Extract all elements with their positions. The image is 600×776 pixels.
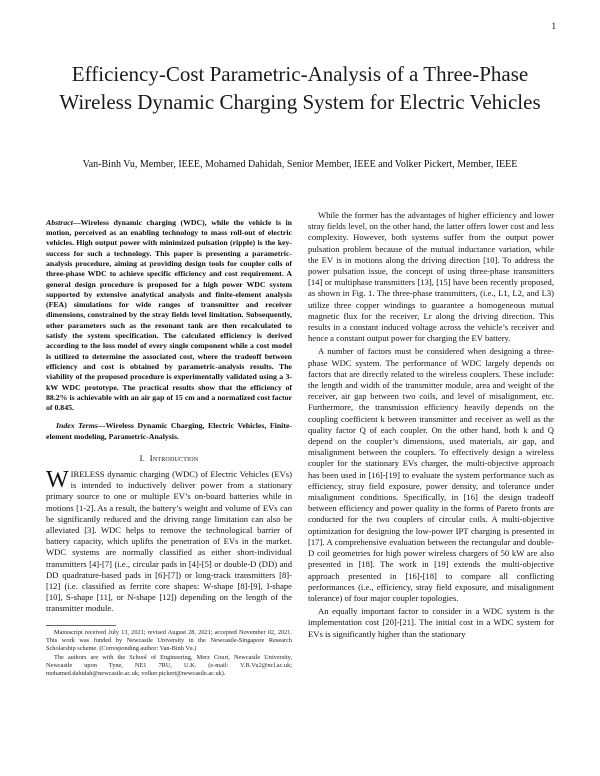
author-list: Van-Binh Vu, Member, IEEE, Mohamed Dahidah, Senior Member, IEEE and Volker Pickert, Member, IEEE: [82, 159, 518, 170]
section-heading-introduction: [46, 453, 292, 463]
body-paragraph: A number of factors must be considered when designing a three-phase WDC system. The performance of WDC largely depends on factors that are directly related to the wireless couplers. These include: the length and width of the transmitter module, area and weight of the receiver, air gap between two coils, and level of misalignment, etc. Furthermore, the transmission efficiency heavily depends on the coupling coefficient k between transmitter and receiver as well as the quality factor Q of each coupler. On the other hand, both k and Q depend on the coupler’s dimensions, used materials, air gap, and misalignment between the couplers. To effectively design a wireless coupler for the stationary EVs charger, the multi-objective approach has been used in [16]-[19] to evaluate the system performance such as efficiency, stray field exposure, power density, and tolerance under misalignment conditions. Specifically, in [16] the design tradeoff between efficiency and power quality in the forms of Pareto fronts are conducted for the two couplers of circular coils. A multi-objective optimization for designing the low-power IPT charging is presented in [17]. A comprehensive evaluation between the rectangular and double-D coil geometries for high power wireless chargers of 50 kW are also presented in [18]. The work in [19] extends the multi-objective approach presented in [16]-[18] to compare all conflicting performances (i.e., efficiency, stray field exposure, and misalignment tolerance) of four major coupler topologies.: [308, 346, 554, 603]
footnote-manuscript: Manuscript received July 13, 2021; revised August 28, 2021; accepted November 02, 2021. This work was funded by Newcastle University in the Newcastle-Singapore Research Scholarship scheme. (Corresponding author: Van-Binh Vu.): [46, 628, 292, 652]
abstract: [46, 218, 292, 414]
footnote-divider: [46, 625, 116, 626]
right-column: [308, 210, 554, 642]
body-paragraph: An equally important factor to consider in a WDC system is the implementation cost [20]-[21]. The initial cost in a WDC system for EVs is significantly higher than the stationary: [308, 606, 554, 639]
abstract-text: Wireless dynamic charging (WDC), while the vehicle is in motion, perceived as an enabling technology to mass roll-out of electric vehicles. High output power with minimized pulsation (ripple) is the key-success for such a technology. This paper is presenting a parametric-analysis procedure, aiming at providing design tools for coupler coils of three-phase WDC to achieve specific efficiency and cost requirement. A general design procedure is proposed for a high power WDC system supported by extensive analytical analysis and finite-element analysis (FEA) simulations for wide ranges of transmitter and receiver dimensions, constrained by the stray fields level limitation. Subsequently, other parameters such as the resonant tank are then recalculated to satisfy the system specification. The calculated efficiency is derived according to the loss model of every single component while a cost model is utilized to determine the associated cost, where the tradeoff between efficiency and cost is obtained by parametric-analysis results. The viability of the proposed procedure is experimentally validated using a 3-kW WDC prototype. The practical results show that the efficiency of 88.2% is achievable with an air gap of 15 cm and a normalized cost factor of 0.845.: [46, 217, 292, 413]
abstract-label: Abstract—: [46, 217, 81, 227]
body-paragraph: While the former has the advantages of higher efficiency and lower stray fields level, on the other hand, the latter offers lower cost and less complexity. However, both systems suffer from the output power pulsation problem because of the mutual inductance variation, while the EV is in motions along the driving direction [10]. To address the power pulsation issue, the concept of using three-phase transmitters [14] or multiphase transmitters [13], [15] have been recently proposed, as shown in Fig. 1. The three-phase transmitters, (i.e., L1, L2, and L3) utilize three copper windings to guarantee a homogeneous mutual magnetic flux for the receiver, Lr along the driving direction. This results in a constant induced voltage across the vehicle’s receiver and hence a constant output power for charging the EV battery.: [308, 210, 554, 344]
section-title: Introduction: [149, 453, 199, 464]
section-numeral: I.: [139, 453, 146, 464]
index-terms-label: Index Terms—: [56, 421, 106, 431]
footnote-affiliation: The authors are with the School of Engineering, Merz Court, Newcastle University, Newcastle upon Tyne, NE1 7RU, U.K. (e-mail: V.B.Vu2@ncl.ac.uk; mohamed.dahidah@newcastle.ac.uk; volker.pickert@newcastle.ac.uk).: [46, 653, 292, 678]
index-terms: [46, 421, 292, 442]
page-number: 1: [551, 21, 556, 31]
index-terms-text: Wireless Dynamic Charging, Electric Vehicles, Finite-element modeling, Parametric-Analysis.: [46, 421, 293, 441]
paper-title: Efficiency-Cost Parametric-Analysis of a Three-Phase Wireless Dynamic Charging System for Electric Vehicles: [59, 62, 541, 114]
intro-paragraph: WIRELESS dynamic charging (WDC) of Electric Vehicles (EVs) is intended to inductively deliver power from a stationary primary source to one or multiple EV’s on-board batteries while in motions [1-2]. As a result, the battery’s weight and volume of EVs can be significantly reduced and the driving range limitation can also be alleviated [3]. WDC helps to remove the technological barrier of battery capacity, which uplifts the penetration of EVs in the market. WDC systems are normally classified as either short-individual transmitters [4]-[7] (i.e., circular pads in [4]-[5] or double-D (DD) and DD quadrature-based pads in [6]-[7]) or long-track transmitters [8]-[12] (i.e. classified as ferrite core shapes: W-shape [8]-[9], I-shape [10], S-shape [11], or N-shape [12]) depending on the length of the transmitter module.: [46, 467, 292, 614]
left-column: [46, 210, 292, 679]
